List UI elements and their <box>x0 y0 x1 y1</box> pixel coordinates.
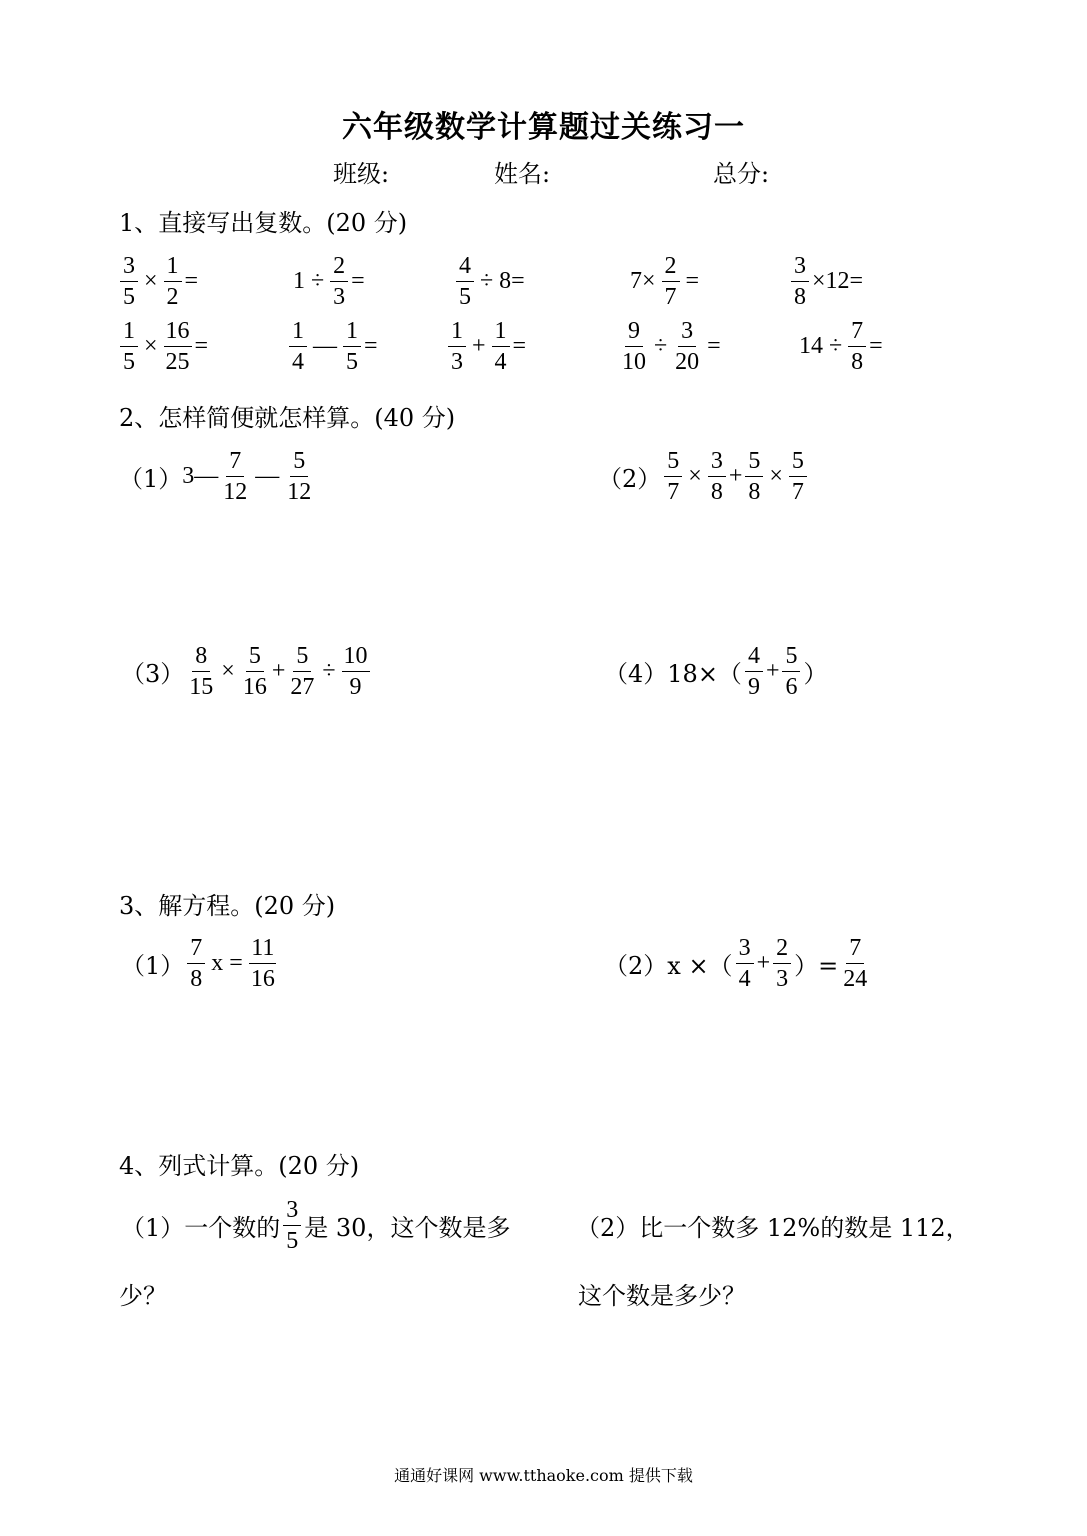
q2-problem-3: （3） $\frac{8}{15}$ × $\frac{5}{16}$ + $\frac{5}{27}$ ÷ $\frac{10}{9}$ <box>121 643 368 700</box>
q1-i: $\frac{9}{10}$ ÷ $\frac{3}{20}$ = <box>622 318 721 375</box>
fraction: $\frac{16}{25}$ <box>165 318 190 375</box>
q1-a: $\frac{3}{5}$ × $\frac{1}{2}$ = <box>117 254 198 309</box>
section-2-heading: 2、怎样简便就怎样算。(40 分) <box>119 404 456 432</box>
q4-problem-1: （1）一个数的 $\frac{3}{5}$ 是 30，这个数是多 <box>121 1197 511 1254</box>
q2-problem-4: （4） 18×（ $\frac{4}{9}$ + $\frac{5}{6}$ ） <box>604 643 828 700</box>
fraction: $\frac{1}{4}$ <box>289 319 307 374</box>
q3-problem-1: （1） $\frac{7}{8}$ x = $\frac{11}{16}$ <box>121 935 275 992</box>
fraction: $\frac{2}{7}$ <box>662 254 680 309</box>
q4-problem-2-line-2: 这个数是多少？ <box>578 1282 746 1310</box>
footer-attribution: 通通好课网 www.tthaoke.com 提供下载 <box>394 1466 693 1485</box>
fraction: $\frac{7}{12}$ <box>223 448 248 505</box>
fraction: $\frac{3}{5}$ <box>120 254 138 309</box>
q1-j: 14 ÷ $\frac{7}{8}$ = <box>799 318 883 375</box>
fraction: $\frac{2}{3}$ <box>330 254 348 309</box>
name-label: 姓名: <box>494 160 551 188</box>
fraction: $\frac{9}{10}$ <box>622 318 646 375</box>
fraction: $\frac{3}{4}$ <box>736 936 754 991</box>
fraction: $\frac{7}{24}$ <box>843 935 868 992</box>
fraction: $\frac{5}{27}$ <box>290 643 315 700</box>
fraction: $\frac{3}{20}$ <box>675 318 700 375</box>
q1-f: $\frac{1}{5}$ × $\frac{16}{25}$ = <box>117 319 208 374</box>
fraction: $\frac{4}{9}$ <box>745 644 763 699</box>
fraction: $\frac{5}{16}$ <box>242 643 267 700</box>
class-label: 班级: <box>333 160 390 188</box>
q4-problem-2-line-1: （2）比一个数多 12%的数是 112， <box>576 1214 970 1242</box>
q3-problem-2: （2） x ×（ $\frac{3}{4}$ + $\frac{2}{3}$ ）= $\frac{7}{24}$ <box>604 935 868 992</box>
section-3-heading: 3、解方程。(20 分) <box>119 892 336 920</box>
q1-h: $\frac{1}{3}$ + $\frac{1}{4}$ = <box>445 319 526 374</box>
fraction: $\frac{2}{3}$ <box>773 936 791 991</box>
fraction: $\frac{7}{8}$ <box>848 319 866 374</box>
page-title: 六年级数学计算题过关练习一 <box>342 110 745 145</box>
q1-d: 7× $\frac{2}{7}$ = <box>630 253 700 310</box>
fraction: $\frac{10}{9}$ <box>343 643 368 700</box>
q1-b: 1 ÷ $\frac{2}{3}$ = <box>293 253 365 310</box>
section-1-heading: 1、直接写出复数。(20 分) <box>119 209 408 237</box>
q1-g: $\frac{1}{4}$ — $\frac{1}{5}$ = <box>286 319 378 374</box>
fraction: $\frac{3}{5}$ <box>283 1198 301 1253</box>
q4-problem-1-continuation: 少？ <box>119 1282 167 1310</box>
fraction: $\frac{4}{5}$ <box>456 254 474 309</box>
score-label: 总分: <box>713 160 770 188</box>
section-4-heading: 4、列式计算。(20 分) <box>119 1152 360 1180</box>
fraction: $\frac{8}{15}$ <box>189 643 214 700</box>
fraction: $\frac{1}{3}$ <box>448 319 466 374</box>
fraction: $\frac{1}{5}$ <box>343 319 361 374</box>
q1-e: $\frac{3}{8}$ ×12= <box>788 254 863 309</box>
fraction: $\frac{3}{8}$ <box>708 449 726 504</box>
fraction: $\frac{1}{2}$ <box>164 254 182 309</box>
q2-problem-2: （2） $\frac{5}{7}$ × $\frac{3}{8}$ + $\frac{5}{8}$ × $\frac{5}{7}$ <box>598 449 810 504</box>
fraction: $\frac{5}{8}$ <box>745 449 763 504</box>
fraction: $\frac{5}{7}$ <box>664 449 682 504</box>
q1-c: $\frac{4}{5}$ ÷ 8= <box>453 254 528 309</box>
fraction: $\frac{1}{4}$ <box>492 319 510 374</box>
fraction: $\frac{5}{6}$ <box>782 644 800 699</box>
fraction: $\frac{11}{16}$ <box>250 935 275 992</box>
fraction: $\frac{5}{12}$ <box>287 448 312 505</box>
fraction: $\frac{7}{8}$ <box>187 936 205 991</box>
fraction: $\frac{5}{7}$ <box>789 449 807 504</box>
fraction: $\frac{1}{5}$ <box>120 319 138 374</box>
fraction: $\frac{3}{8}$ <box>791 254 809 309</box>
q2-problem-1: （1） 3— $\frac{7}{12}$ — $\frac{5}{12}$ <box>119 448 312 505</box>
